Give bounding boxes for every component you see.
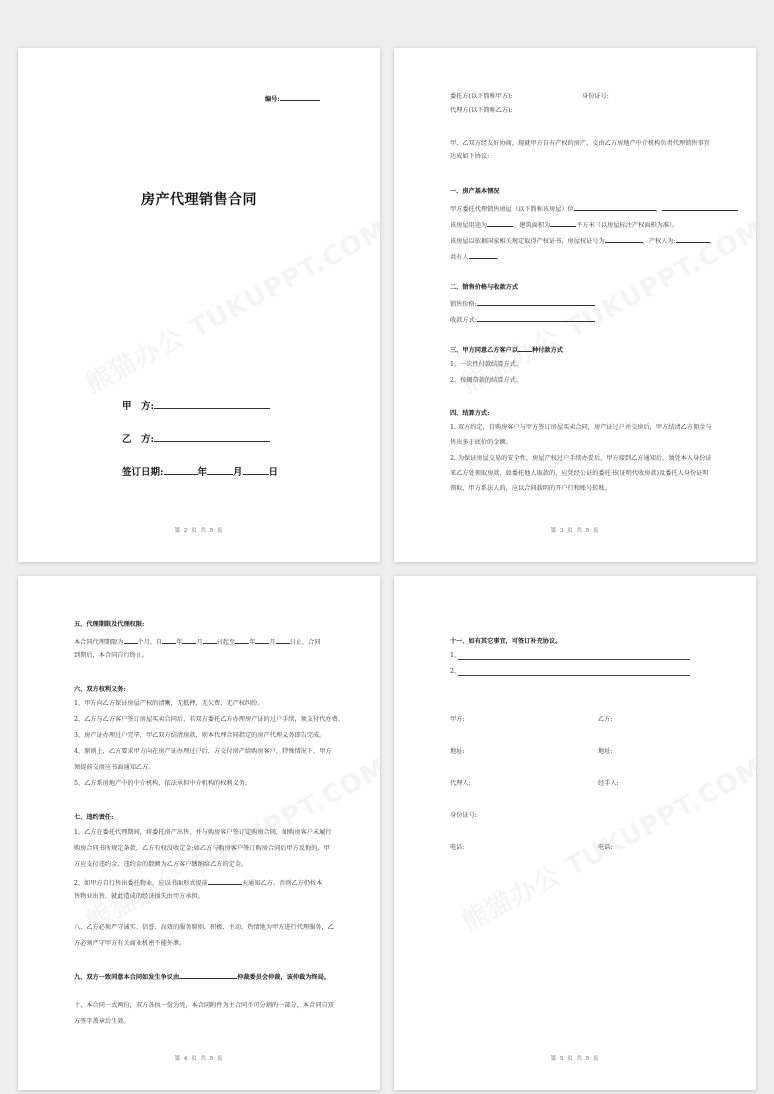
section-8-text-cont: 方必须严守甲方有关商业机密不能外泄。 [74,940,186,947]
party-b-phone: 电话: [598,844,613,851]
s1-line-3: 该房屋以依据国家相关规定取得产权证书，房屋权证号为 ，产权人为: ， [450,235,716,246]
party-b-handler: 经手人: [598,780,619,787]
s1-line-1: 甲方委托代理销售房屋（以下简称该房屋）位 ， [450,203,738,214]
party-b-address: 地址: [598,748,613,755]
party-a-line: 甲 方: [122,398,270,412]
s6-item-4-cont: 须提前交房应书面通知乙方。 [74,764,155,771]
section-3-title: 三、甲方同意乙方客户以 种付款方式 [450,344,563,354]
s5-line-1: 本合同代理期限为 个月，自 年 月 日起至 年 月 日止，合同 [74,636,321,647]
number-label: 编号: [265,93,320,103]
client-label: 委托方(以下简称甲方): [450,93,513,100]
party-a-address: 地址: [450,748,465,755]
party-a-label: 甲方: [450,716,465,723]
contract-page-terms-2 [18,576,380,1090]
section-9-text: 九、双方一致同意本合同如发生争议由 仲裁委员会仲裁，该仲裁为终局。 [74,971,330,981]
s5-line-2: 到期后，本合同自行终止。 [74,652,149,659]
s1-line-4: 共有人 。 [450,251,503,262]
s7-item-2-cont: 售物业出售，就此造成的经济损失由甲方承担。 [74,893,204,900]
page-footer: 第 5 页 共 5 页 [550,1056,600,1062]
party-a-id: 身份证号: [450,812,477,819]
s7-item-2: 2、如甲方自行售出委托物业，应以书面形式提前 天通知乙方。否则乙方仍按本 [74,877,322,888]
page-footer: 第 2 页 共 5 页 [174,528,224,534]
s6-item-2: 2、乙方与乙方客户签订房屋买卖合同后，若双方委托乙方办理房产证的过户手续，须支付代办费。 [74,716,344,723]
s7-item-1-cont: 购房合同书所规定条款，乙方有权没收定金;如乙方与购房客户签订购房合同后甲方反悔的，甲 [74,845,330,852]
s3-item-2: 2、按揭贷款的结算方式。 [450,377,522,384]
section-2-title: 二、销售价格与收款方式 [450,284,519,291]
intro-text: 甲、乙双方经友好协商，现就甲方自有产权的房产，交由乙方房地产中介机构负责代理销售事宜 [450,140,710,147]
section-4-title: 四、结算方式: [450,410,490,417]
party-b-line: 乙 方: [122,431,270,445]
supplement-item-1: 1、 [450,652,461,659]
contract-page-signatures [394,576,756,1090]
section-10-text-cont: 方签字盖章后生效。 [74,1018,130,1025]
intro-text-cont: 达成如下协议: [450,153,490,160]
s4-para-1-cont: 售出多于底价的金额。 [450,439,512,446]
payment-method-line: 收款方式: [450,314,595,325]
section-8-text: 八、乙方必须严守诚实、信誉、高效的服务原则，积极、主动、热情地为甲方进行代理服务，乙 [74,924,334,931]
sale-price-line: 销售价格: [450,298,595,309]
contract-page-terms-1 [394,48,756,562]
s7-item-1: 1、乙方在委托代理期间，将委托房产出售，并与购房客户签订定购房合同，如购房客户未履行 [74,829,332,836]
s4-para-2: 2. 为保证房屋交易的安全性，房屋产权过户手续办妥后，甲方接到乙方通知后，须凭本人身份证 [450,455,712,462]
page-title: 房产代理销售合同 [141,192,257,208]
agent-label: 代理方(以下简称乙方): [450,107,513,114]
section-1-title: 一、房产基本情况 [450,188,500,195]
section-6-title: 六、双方权利义务: [74,686,126,693]
section-5-title: 五、代理期限及代理权限: [74,621,145,628]
s3-item-1: 1、一次性付款结算方式。 [450,361,522,368]
s6-item-4: 4、原则上，乙方要求甲方向在房产证办理过户后，方交付房产给购房客户，特殊情况下，甲方 [74,748,332,755]
s4-para-2-cont: 来乙方处领取房款，如委托他人取款的，应凭经公证的委托书(证明代收房款)及委托人身份证明 [450,470,709,477]
sign-date-line: 签订日期: 年 月 日 [122,467,279,478]
page-footer: 第 3 页 共 5 页 [550,528,600,534]
party-b-label: 乙方: [598,716,613,723]
s6-item-3: 3、房产证办理过户完毕，甲乙双方结清房款，则本代理合同指定的房产代理义务即告完成。 [74,732,326,739]
s1-line-2: 该房屋用途为 ，建筑面积为 平方米（以房屋标注产权面积为准）。 [450,219,678,230]
supplement-item-2: 2、 [450,668,461,675]
s6-item-1: 1、甲方向乙方保证房屋产权的清晰，无抵押，无欠费，无产权纠纷。 [74,700,264,707]
watermark [78,748,380,939]
party-a-agent: 代理人: [450,780,471,787]
id-number-label: 身份证号: [582,93,609,100]
page-footer: 第 4 页 共 5 页 [174,1056,224,1062]
section-10-text: 十、本合同一式两份，双方各执一份为凭，本合同附件为主合同不可分割的一部分，本合同自双 [74,1002,334,1009]
s4-para-1: 1. 双方约定，自购房客户与甲方签订房屋买卖合同，房产证过户并交房后，甲方结清乙方佣金与 [450,424,712,431]
supplement-line-2 [458,675,690,676]
supplement-line-1 [458,659,690,660]
section-11-title: 十一、如有其它事宜，可签订补充协议。 [450,638,562,645]
watermark [78,210,380,401]
s7-item-1-end: 方应支付违约金，违约金的数额为乙方客户缴纳给乙方的定金。 [74,861,248,868]
section-7-title: 七、违约责任: [74,814,114,821]
contract-page-cover [18,48,380,562]
party-a-phone: 电话: [450,844,465,851]
s4-para-2-end: 领取，甲方系法人的，应以合同载明的开户行和账号转账。 [450,485,611,492]
s6-item-5: 5、乙方系房地产中的中介机构，依法承担中介机构的权利义务。 [74,780,252,787]
